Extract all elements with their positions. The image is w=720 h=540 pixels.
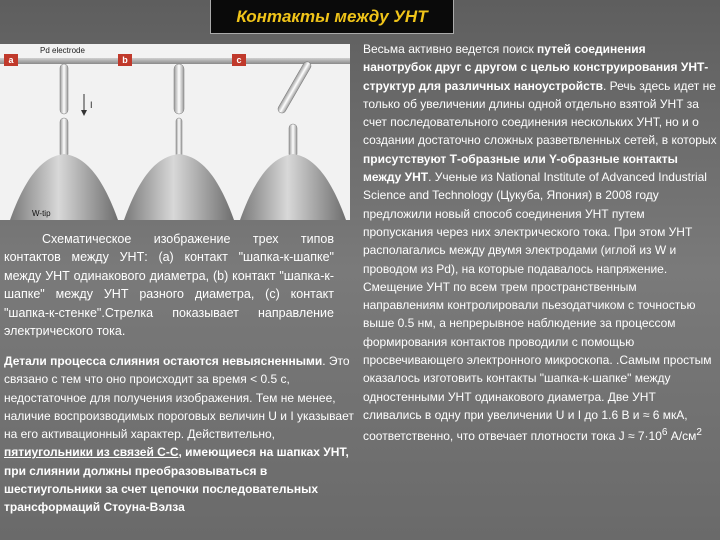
figure-label-a: a [4,54,18,66]
right-column-text [363,40,717,446]
right-p2: . Речь здесь идет не только об увеличении длины одной отдельно взятой УНТ за счет последовательного соединения нескольких УНТ, но и о создании достаточно сложных разветвленных сетей, в которых [363,78,717,148]
w-tip-c [240,154,346,220]
right-p4: А/см [667,429,697,444]
title-banner [210,0,454,34]
figure-caption [4,230,334,340]
figure-illustration [0,44,350,220]
current-label: I [90,100,93,110]
cnt-contact-figure [0,44,350,220]
pd-electrode-bar [0,58,350,64]
w-tip-label: W-tip [32,209,51,218]
details-bold-tail: , имеющиеся на шапках УНТ, при слиянии должны преобразовываться в шестиугольники за счет цепочки последовательных трансформаций Стоуна-Вэлза [4,445,349,515]
cnt-upper-c [277,60,313,114]
details-body: . Это связано с тем что оно происходит за время < 0.5 с, недостаточное для получения изображения. Тем не менее, наличие воспроизводимых пороговых величин U и I указывает на его активационный характер. Действительно, [4,354,354,442]
cnt-upper-a [60,64,68,114]
right-sup2: 2 [696,427,702,439]
pd-electrode-label: Pd electrode [40,46,85,55]
right-b2: присутствуют Т-образные или Y-образные контакты между УНТ [363,151,678,185]
details-heading: Детали процесса слияния остаются невыясненными [4,354,323,368]
slide-title: Контакты между УНТ [236,6,428,26]
w-tip-a [10,154,118,220]
w-tip-b [124,154,234,220]
right-p1: Весьма активно ведется поиск [363,42,538,56]
right-p3: . Ученые из National Institute of Advanced Industrial Science and Technology (Цукуба, Япония) в 2008 году предложили новый способ соединения УНТ путем пропускания через них электрического тока. При этом УНТ располагались между двумя электродами (иглой из W и проводом из Pd), на которые подавалось напряжение. Смещение УНТ по всем трем пространственным направлениям контролировали пьезодатчиком с точностью выше 0.5 нм, а непрерывное наблюдение за процессом формирования контактов проводили с помощью просвечивающего электронного микроскопа. .Самым простым оказалось изготовить контакты "шапка-к-шапке" между одностенными УНТ одинакового диаметра. Две УНТ сливались в одну при увеличении U и I до 1.6 В и ≈ 6 мкА, соответственно, что отвечает плотности тока J ≈ 7·10 [363,170,712,444]
figure-label-c: c [232,54,246,66]
details-underlined: пятиугольники из связей С-С [4,445,179,460]
right-b1: путей соединения нанотрубок друг с другом с целью конструирования УНТ-структур для различных наноустройств [363,42,709,93]
cnt-lower-c [289,124,297,158]
cnt-upper-b [174,64,184,114]
fusion-details-text [4,352,354,517]
cnt-lower-b [176,118,182,158]
caption-text: Схематическое изображение трех типов контактов между УНТ: (a) контакт "шапка-к-шапке" между УНТ одинакового диаметра, (b) контакт "шапка-к-шапке" между УНТ разного диаметра, (c) контакт "шапка-к-стенке".Стрелка показывает направление электрического тока. [4,232,334,339]
figure-label-b: b [118,54,132,66]
right-sup1: 6 [661,427,668,439]
cnt-lower-a [60,118,68,158]
